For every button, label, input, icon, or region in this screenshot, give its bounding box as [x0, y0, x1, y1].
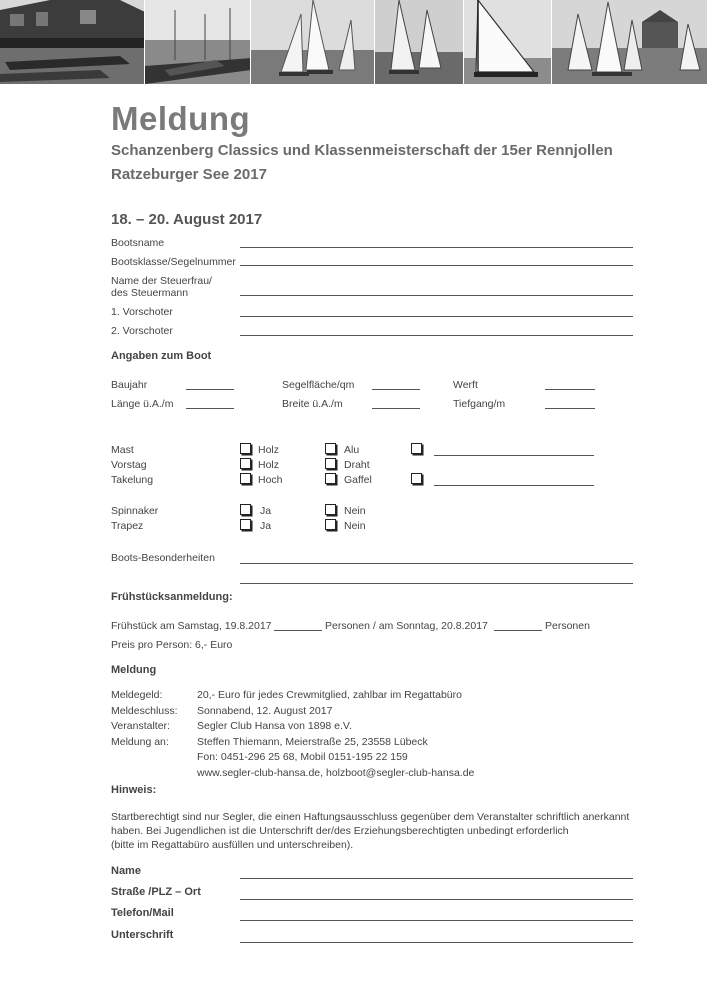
meldeschluss-value: Sonnabend, 12. August 2017 — [197, 705, 333, 717]
tiefgang-label: Tiefgang/m — [453, 398, 506, 410]
harbor-photo — [0, 0, 145, 84]
vorstag-holz-label: Holz — [258, 459, 280, 471]
laenge-field[interactable] — [186, 408, 234, 409]
takelung-hoch-checkbox[interactable] — [240, 473, 251, 484]
takelung-hoch-label: Hoch — [258, 474, 283, 486]
werft-label: Werft — [453, 379, 478, 391]
segelflaeche-label: Segelfläche/qm — [282, 379, 355, 391]
veranstalter-value: Segler Club Hansa von 1898 e.V. — [197, 720, 352, 732]
breakfast-sunday-field[interactable] — [494, 630, 542, 631]
baujahr-field[interactable] — [186, 389, 234, 390]
bootsname-field[interactable] — [240, 247, 633, 248]
mast-holz-label: Holz — [258, 444, 280, 456]
veranstalter-label: Veranstalter: — [111, 720, 170, 732]
vorstag-label: Vorstag — [111, 459, 147, 471]
name-label: Name — [111, 865, 141, 877]
trapez-ja-checkbox[interactable] — [240, 519, 251, 530]
besonderheiten-field-2[interactable] — [240, 583, 633, 584]
takelung-gaffel-label: Gaffel — [344, 474, 372, 486]
meldegeld-value: 20,- Euro für jedes Crewmitglied, zahlbar im Regattabüro — [197, 689, 462, 701]
mast-alu-label: Alu — [344, 444, 360, 456]
spinnaker-label: Spinnaker — [111, 505, 159, 517]
meldung-an-web: www.segler-club-hansa.de, holzboot@segler-club-hansa.de — [197, 767, 475, 779]
steuer-field[interactable] — [240, 295, 633, 296]
takelung-gaffel-checkbox[interactable] — [325, 473, 336, 484]
breakfast-saturday-text: Frühstück am Samstag, 19.8.2017 — [111, 620, 272, 632]
meldung-an-label: Meldung an: — [111, 736, 169, 748]
telefon-label: Telefon/Mail — [111, 907, 174, 919]
werft-field[interactable] — [545, 389, 595, 390]
segelflaeche-field[interactable] — [372, 389, 420, 390]
event-subtitle-line1: Schanzenberg Classics und Klassenmeisterschaft der 15er Rennjollen — [111, 142, 613, 159]
trapez-ja-label: Ja — [260, 520, 272, 532]
trapez-label: Trapez — [111, 520, 144, 532]
spinnaker-ja-label: Ja — [260, 505, 272, 517]
laenge-label: Länge ü.A./m — [111, 398, 174, 410]
vorschoter1-field[interactable] — [240, 316, 633, 317]
besonderheiten-field-1[interactable] — [240, 563, 633, 564]
mast-holz-checkbox[interactable] — [240, 443, 251, 454]
telefon-field[interactable] — [240, 920, 633, 921]
regatta-photo — [552, 0, 707, 84]
mast-other-field[interactable] — [434, 455, 594, 456]
meldegeld-label: Meldegeld: — [111, 689, 163, 701]
meldeschluss-label: Meldeschluss: — [111, 705, 178, 717]
meldung-an-phone: Fon: 0451-296 25 68, Mobil 0151-195 22 159 — [197, 751, 408, 763]
breakfast-price: Preis pro Person: 6,- Euro — [111, 639, 233, 651]
meldung-an-address: Steffen Thiemann, Meierstraße 25, 23558 Lübeck — [197, 736, 428, 748]
event-dates: 18. – 20. August 2017 — [111, 211, 263, 228]
breakfast-heading: Frühstücksanmeldung: — [111, 591, 233, 603]
breite-label: Breite ü.A./m — [282, 398, 343, 410]
hinweis-heading: Hinweis: — [111, 784, 157, 796]
vorschoter1-label: 1. Vorschoter — [111, 306, 173, 318]
strasse-field[interactable] — [240, 899, 633, 900]
vorstag-draht-label: Draht — [344, 459, 370, 471]
unterschrift-field[interactable] — [240, 942, 633, 943]
breakfast-persons-text: Personen — [545, 620, 590, 632]
page-title: Meldung — [111, 100, 251, 137]
takelung-other-field[interactable] — [434, 485, 594, 486]
hinweis-line1: Startberechtigt sind nur Segler, die einen Haftungsausschluss gegenüber dem Veranstalter schriftlich anerkannt — [111, 811, 630, 823]
event-subtitle-line2: Ratzeburger See 2017 — [111, 166, 267, 183]
vorschoter2-label: 2. Vorschoter — [111, 325, 173, 337]
name-field[interactable] — [240, 878, 633, 879]
bootsklasse-field[interactable] — [240, 265, 633, 266]
boat-details-heading: Angaben zum Boot — [111, 350, 212, 362]
vorstag-holz-checkbox[interactable] — [240, 458, 251, 469]
bootsklasse-label: Bootsklasse/Segelnummer — [111, 256, 236, 268]
strasse-label: Straße /PLZ – Ort — [111, 886, 201, 898]
tiefgang-field[interactable] — [545, 408, 595, 409]
meldung-heading: Meldung — [111, 664, 157, 676]
vorschoter2-field[interactable] — [240, 335, 633, 336]
baujahr-label: Baujahr — [111, 379, 148, 391]
takelung-other-checkbox[interactable] — [411, 473, 422, 484]
breakfast-sunday-text: Personen / am Sonntag, 20.8.2017 — [325, 620, 488, 632]
hinweis-line2: haben. Bei Jugendlichen ist die Unterschrift der/des Erziehungsberechtigten unbedingt erforderlich — [111, 825, 569, 837]
steuer-label-line1: Name der Steuerfrau/ — [111, 275, 212, 287]
sailboats-photo-1 — [251, 0, 375, 84]
jetty-photo — [145, 0, 251, 84]
mast-label: Mast — [111, 444, 134, 456]
trapez-nein-label: Nein — [344, 520, 366, 532]
breakfast-saturday-field[interactable] — [274, 630, 322, 631]
spinnaker-ja-checkbox[interactable] — [240, 504, 251, 515]
spinnaker-nein-checkbox[interactable] — [325, 504, 336, 515]
vorstag-draht-checkbox[interactable] — [325, 458, 336, 469]
bootsname-label: Bootsname — [111, 237, 165, 249]
trapez-nein-checkbox[interactable] — [325, 519, 336, 530]
takelung-label: Takelung — [111, 474, 154, 486]
steuer-label-line2: des Steuermann — [111, 287, 189, 299]
breite-field[interactable] — [372, 408, 420, 409]
unterschrift-label: Unterschrift — [111, 929, 174, 941]
mast-alu-checkbox[interactable] — [325, 443, 336, 454]
besonderheiten-label: Boots-Besonderheiten — [111, 552, 215, 564]
photo-banner — [0, 0, 707, 84]
racing-dinghy-photo — [464, 0, 552, 84]
spinnaker-nein-label: Nein — [344, 505, 366, 517]
hinweis-line3: (bitte im Regattabüro ausfüllen und unterschreiben). — [111, 839, 354, 851]
sailboats-photo-2 — [375, 0, 463, 84]
mast-other-checkbox[interactable] — [411, 443, 422, 454]
